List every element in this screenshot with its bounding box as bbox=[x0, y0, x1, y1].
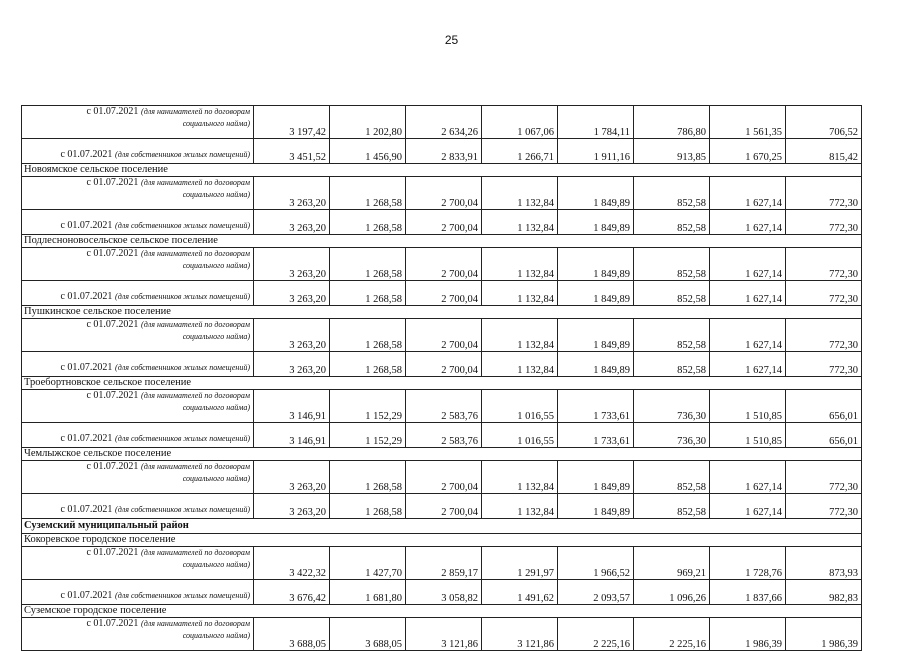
row-label bbox=[22, 139, 254, 164]
tariff-value: 1 627,14 bbox=[710, 177, 786, 210]
tariff-value: 1 152,29 bbox=[330, 390, 406, 423]
tariff-value: 3 676,42 bbox=[254, 580, 330, 605]
tenant-note: социального найма) bbox=[182, 261, 250, 270]
tariff-value: 3 121,86 bbox=[482, 618, 558, 651]
tariff-value: 852,58 bbox=[634, 177, 710, 210]
tariff-value: 1 849,89 bbox=[558, 352, 634, 377]
table-row bbox=[22, 210, 862, 235]
tenant-note: (для нанимателей по договорам bbox=[141, 391, 250, 400]
row-label bbox=[22, 177, 254, 210]
settlement-name: Новоямское сельское поселение bbox=[22, 164, 862, 177]
tenant-note: (для собственников жилых помещений) bbox=[115, 292, 250, 301]
tariff-value: 3 146,91 bbox=[254, 423, 330, 448]
tariff-value: 1 627,14 bbox=[710, 210, 786, 235]
row-label bbox=[22, 580, 254, 605]
tariff-value: 852,58 bbox=[634, 210, 710, 235]
settlement-row bbox=[22, 377, 862, 390]
tariff-value: 3 263,20 bbox=[254, 494, 330, 519]
table-row bbox=[22, 461, 862, 494]
tariff-value: 1 491,62 bbox=[482, 580, 558, 605]
tariff-value: 1 132,84 bbox=[482, 210, 558, 235]
table-row bbox=[22, 139, 862, 164]
tariff-value: 1 016,55 bbox=[482, 423, 558, 448]
tariff-value: 852,58 bbox=[634, 319, 710, 352]
tariff-value: 969,21 bbox=[634, 547, 710, 580]
table-row bbox=[22, 580, 862, 605]
date-text: с 01.07.2021 bbox=[60, 362, 113, 373]
settlement-name: Суземское городское поселение bbox=[22, 605, 862, 618]
row-label bbox=[22, 618, 254, 651]
tariff-value: 656,01 bbox=[786, 423, 862, 448]
tariff-value: 1 728,76 bbox=[710, 547, 786, 580]
date-text: с 01.07.2021 bbox=[86, 248, 139, 259]
tariff-value: 815,42 bbox=[786, 139, 862, 164]
tariff-value: 1 132,84 bbox=[482, 494, 558, 519]
tenant-note: (для нанимателей по договорам bbox=[141, 107, 250, 116]
tenant-note: (для нанимателей по договорам bbox=[141, 462, 250, 471]
tariff-value: 1 670,25 bbox=[710, 139, 786, 164]
tariff-value: 736,30 bbox=[634, 390, 710, 423]
settlement-name: Троебортновское сельское поселение bbox=[22, 377, 862, 390]
tariff-value: 1 132,84 bbox=[482, 461, 558, 494]
tenant-note: (для собственников жилых помещений) bbox=[115, 150, 250, 159]
tariff-value: 3 688,05 bbox=[254, 618, 330, 651]
tariff-value: 1 202,80 bbox=[330, 106, 406, 139]
row-label bbox=[22, 494, 254, 519]
tariff-value: 772,30 bbox=[786, 210, 862, 235]
tenant-note: (для нанимателей по договорам bbox=[141, 548, 250, 557]
tariff-value: 1 427,70 bbox=[330, 547, 406, 580]
tenant-note: социального найма) bbox=[182, 560, 250, 569]
table-row bbox=[22, 177, 862, 210]
tariff-value: 1 837,66 bbox=[710, 580, 786, 605]
tariff-value: 1 152,29 bbox=[330, 423, 406, 448]
row-label bbox=[22, 281, 254, 306]
row-label bbox=[22, 352, 254, 377]
row-label bbox=[22, 423, 254, 448]
tariff-value: 2 700,04 bbox=[406, 210, 482, 235]
row-label bbox=[22, 106, 254, 139]
tariff-value: 852,58 bbox=[634, 461, 710, 494]
tariff-value: 1 849,89 bbox=[558, 461, 634, 494]
settlement-row bbox=[22, 605, 862, 618]
tariff-value: 1 986,39 bbox=[710, 618, 786, 651]
tariff-value: 3 121,86 bbox=[406, 618, 482, 651]
tariff-value: 1 268,58 bbox=[330, 494, 406, 519]
tariff-value: 1 681,80 bbox=[330, 580, 406, 605]
tariff-value: 1 067,06 bbox=[482, 106, 558, 139]
table-row bbox=[22, 281, 862, 306]
tenant-note: социального найма) bbox=[182, 631, 250, 640]
tariff-value: 772,30 bbox=[786, 248, 862, 281]
tariff-value: 1 268,58 bbox=[330, 352, 406, 377]
tariff-value: 2 700,04 bbox=[406, 177, 482, 210]
tariff-value: 1 627,14 bbox=[710, 248, 786, 281]
table-row bbox=[22, 423, 862, 448]
tariff-value: 2 700,04 bbox=[406, 494, 482, 519]
tariff-value: 2 583,76 bbox=[406, 390, 482, 423]
tariff-value: 1 849,89 bbox=[558, 494, 634, 519]
row-label bbox=[22, 461, 254, 494]
date-text: с 01.07.2021 bbox=[86, 177, 139, 188]
tenant-note: (для собственников жилых помещений) bbox=[115, 591, 250, 600]
tariff-value: 1 784,11 bbox=[558, 106, 634, 139]
tenant-note: (для нанимателей по договорам bbox=[141, 320, 250, 329]
tenant-note: социального найма) bbox=[182, 403, 250, 412]
tariff-value: 2 225,16 bbox=[634, 618, 710, 651]
settlement-row bbox=[22, 164, 862, 177]
tenant-note: (для собственников жилых помещений) bbox=[115, 221, 250, 230]
tariff-value: 1 268,58 bbox=[330, 248, 406, 281]
tariff-value: 1 510,85 bbox=[710, 390, 786, 423]
settlement-name: Чемлыжское сельское поселение bbox=[22, 448, 862, 461]
table-row bbox=[22, 248, 862, 281]
tariff-value: 852,58 bbox=[634, 494, 710, 519]
tariff-value: 2 700,04 bbox=[406, 461, 482, 494]
settlement-row bbox=[22, 306, 862, 319]
tariff-value: 1 132,84 bbox=[482, 352, 558, 377]
tariff-value: 1 268,58 bbox=[330, 177, 406, 210]
tariff-value: 772,30 bbox=[786, 281, 862, 306]
table-row bbox=[22, 547, 862, 580]
tariff-value: 2 700,04 bbox=[406, 352, 482, 377]
tariff-value: 3 146,91 bbox=[254, 390, 330, 423]
tariff-value: 1 849,89 bbox=[558, 319, 634, 352]
tariff-value: 1 291,97 bbox=[482, 547, 558, 580]
tenant-note: (для нанимателей по договорам bbox=[141, 249, 250, 258]
tariff-value: 3 263,20 bbox=[254, 177, 330, 210]
tariff-value: 3 058,82 bbox=[406, 580, 482, 605]
tariff-value: 913,85 bbox=[634, 139, 710, 164]
row-label bbox=[22, 210, 254, 235]
tariff-table bbox=[21, 105, 862, 651]
tenant-note: (для нанимателей по договорам bbox=[141, 619, 250, 628]
tariff-value: 1 268,58 bbox=[330, 210, 406, 235]
tariff-value: 1 966,52 bbox=[558, 547, 634, 580]
tariff-value: 1 986,39 bbox=[786, 618, 862, 651]
tariff-value: 2 700,04 bbox=[406, 248, 482, 281]
tariff-value: 772,30 bbox=[786, 494, 862, 519]
tariff-value: 3 451,52 bbox=[254, 139, 330, 164]
district-name: Суземский муниципальный район bbox=[22, 519, 862, 534]
date-text: с 01.07.2021 bbox=[86, 618, 139, 629]
date-text: с 01.07.2021 bbox=[86, 461, 139, 472]
tariff-value: 1 456,90 bbox=[330, 139, 406, 164]
tariff-value: 2 583,76 bbox=[406, 423, 482, 448]
tenant-note: социального найма) bbox=[182, 332, 250, 341]
tenant-note: (для нанимателей по договорам bbox=[141, 178, 250, 187]
settlement-name: Кокоревское городское поселение bbox=[22, 534, 862, 547]
settlement-row bbox=[22, 235, 862, 248]
tariff-value: 2 634,26 bbox=[406, 106, 482, 139]
tariff-value: 1 849,89 bbox=[558, 248, 634, 281]
tariff-value: 2 700,04 bbox=[406, 281, 482, 306]
date-text: с 01.07.2021 bbox=[60, 291, 113, 302]
tariff-value: 852,58 bbox=[634, 248, 710, 281]
tariff-value: 1 561,35 bbox=[710, 106, 786, 139]
tariff-value: 1 096,26 bbox=[634, 580, 710, 605]
page-number: 25 bbox=[444, 33, 459, 47]
tenant-note: социального найма) bbox=[182, 190, 250, 199]
date-text: с 01.07.2021 bbox=[86, 547, 139, 558]
tariff-value: 1 627,14 bbox=[710, 461, 786, 494]
settlement-row bbox=[22, 534, 862, 547]
tariff-value: 1 733,61 bbox=[558, 390, 634, 423]
tariff-value: 852,58 bbox=[634, 281, 710, 306]
settlement-row bbox=[22, 448, 862, 461]
tariff-value: 2 093,57 bbox=[558, 580, 634, 605]
row-label bbox=[22, 390, 254, 423]
tariff-value: 1 510,85 bbox=[710, 423, 786, 448]
tariff-value: 3 263,20 bbox=[254, 210, 330, 235]
date-text: с 01.07.2021 bbox=[86, 390, 139, 401]
tariff-value: 3 263,20 bbox=[254, 248, 330, 281]
table-row bbox=[22, 106, 862, 139]
tariff-value: 786,80 bbox=[634, 106, 710, 139]
tariff-value: 1 627,14 bbox=[710, 494, 786, 519]
table-body bbox=[22, 106, 862, 651]
tariff-value: 982,83 bbox=[786, 580, 862, 605]
tariff-value: 3 688,05 bbox=[330, 618, 406, 651]
tariff-value: 772,30 bbox=[786, 461, 862, 494]
table-row bbox=[22, 390, 862, 423]
table-row bbox=[22, 352, 862, 377]
tariff-value: 3 263,20 bbox=[254, 352, 330, 377]
date-text: с 01.07.2021 bbox=[60, 433, 113, 444]
tariff-value: 2 225,16 bbox=[558, 618, 634, 651]
tariff-value: 1 266,71 bbox=[482, 139, 558, 164]
tariff-value: 1 132,84 bbox=[482, 177, 558, 210]
date-text: с 01.07.2021 bbox=[86, 319, 139, 330]
district-row bbox=[22, 519, 862, 534]
tariff-value: 2 700,04 bbox=[406, 319, 482, 352]
settlement-name: Подлесноновосельское сельское поселение bbox=[22, 235, 862, 248]
tariff-value: 3 263,20 bbox=[254, 319, 330, 352]
tenant-note: (для собственников жилых помещений) bbox=[115, 434, 250, 443]
table-row bbox=[22, 319, 862, 352]
row-label bbox=[22, 547, 254, 580]
date-text: с 01.07.2021 bbox=[60, 504, 113, 515]
tariff-value: 1 849,89 bbox=[558, 281, 634, 306]
tariff-value: 1 627,14 bbox=[710, 352, 786, 377]
tenant-note: социального найма) bbox=[182, 474, 250, 483]
tenant-note: социального найма) bbox=[182, 119, 250, 128]
settlement-name: Пушкинское сельское поселение bbox=[22, 306, 862, 319]
table-row bbox=[22, 494, 862, 519]
tariff-value: 772,30 bbox=[786, 352, 862, 377]
tariff-value: 873,93 bbox=[786, 547, 862, 580]
tariff-value: 3 422,32 bbox=[254, 547, 330, 580]
tariff-value: 3 263,20 bbox=[254, 461, 330, 494]
tariff-value: 1 132,84 bbox=[482, 281, 558, 306]
tariff-value: 1 849,89 bbox=[558, 210, 634, 235]
tariff-value: 1 627,14 bbox=[710, 281, 786, 306]
date-text: с 01.07.2021 bbox=[60, 149, 113, 160]
date-text: с 01.07.2021 bbox=[86, 106, 139, 117]
tariff-value: 1 268,58 bbox=[330, 281, 406, 306]
row-label bbox=[22, 319, 254, 352]
tenant-note: (для собственников жилых помещений) bbox=[115, 505, 250, 514]
tariff-value: 1 268,58 bbox=[330, 461, 406, 494]
tariff-value: 3 197,42 bbox=[254, 106, 330, 139]
tariff-value: 3 263,20 bbox=[254, 281, 330, 306]
tariff-value: 1 132,84 bbox=[482, 319, 558, 352]
tenant-note: (для собственников жилых помещений) bbox=[115, 363, 250, 372]
tariff-value: 1 627,14 bbox=[710, 319, 786, 352]
tariff-value: 736,30 bbox=[634, 423, 710, 448]
tariff-value: 1 132,84 bbox=[482, 248, 558, 281]
date-text: с 01.07.2021 bbox=[60, 590, 113, 601]
tariff-value: 2 859,17 bbox=[406, 547, 482, 580]
tariff-value: 772,30 bbox=[786, 177, 862, 210]
row-label bbox=[22, 248, 254, 281]
date-text: с 01.07.2021 bbox=[60, 220, 113, 231]
tariff-value: 852,58 bbox=[634, 352, 710, 377]
tariff-value: 1 268,58 bbox=[330, 319, 406, 352]
tariff-value: 1 911,16 bbox=[558, 139, 634, 164]
tariff-value: 706,52 bbox=[786, 106, 862, 139]
tariff-value: 1 016,55 bbox=[482, 390, 558, 423]
tariff-value: 772,30 bbox=[786, 319, 862, 352]
tariff-value: 1 849,89 bbox=[558, 177, 634, 210]
tariff-value: 2 833,91 bbox=[406, 139, 482, 164]
tariff-value: 656,01 bbox=[786, 390, 862, 423]
table-row bbox=[22, 618, 862, 651]
tariff-value: 1 733,61 bbox=[558, 423, 634, 448]
